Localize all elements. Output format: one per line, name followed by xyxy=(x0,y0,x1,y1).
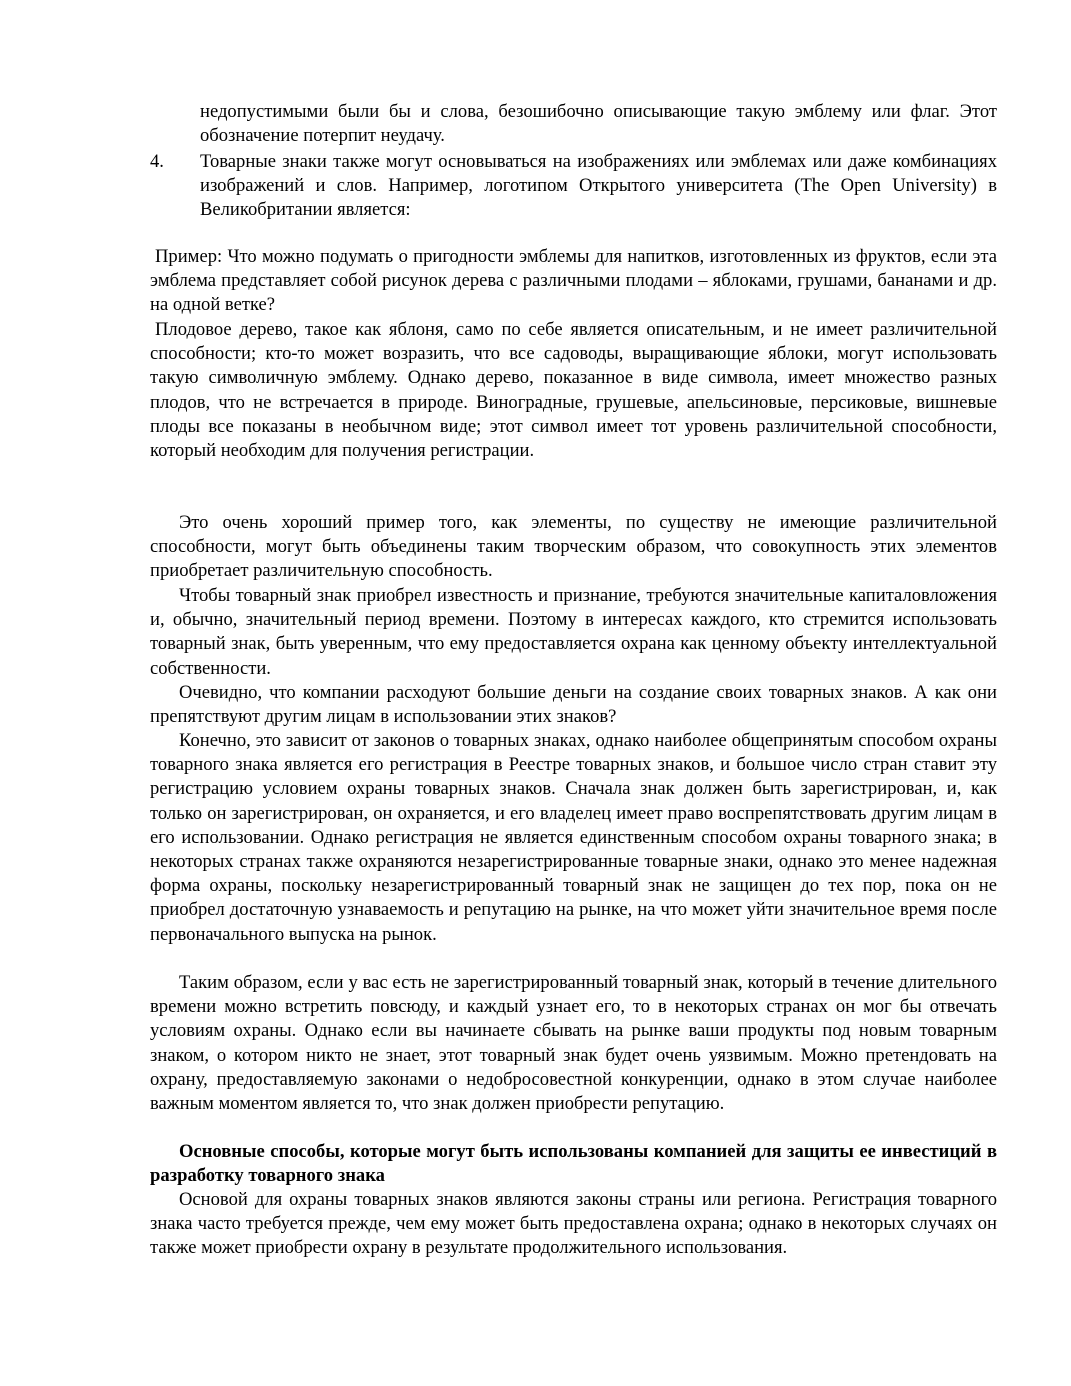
example-answer: Плодовое дерево, такое как яблоня, само по себе является описательным, и не имеет различительной способности; кто-то может возразить, что все садоводы, выращивающие яблоки, могут использовать такую символичную эмблему. Однако дерево, показанное в виде символа, имеет множество разных плодов, что не встречается в природе. Виноградные, грушевые, апельсиновые, персиковые, вишневые плоды все показаны в необычном виде; этот символ имеет тот уровень различительной способности, который необходим для получения регистрации. xyxy=(150,319,997,462)
paragraph-1: Это очень хороший пример того, как элементы, по существу не имеющие различительной способности, могут быть объединены таким творческим образом, что совокупность этих элементов приобретает различительную способность. xyxy=(150,512,997,582)
paragraph-2: Чтобы товарный знак приобрел известность и признание, требуются значительные капиталовложения и, обычно, значительный период времени. Поэтому в интересах каждого, кто стремится использовать товарный знак, быть уверенным, что ему предоставляется охрана как ценному объекту интеллектуальной собственности. xyxy=(150,585,997,679)
paragraph-6: Основой для охраны товарных знаков являются законы страны или региона. Регистрация товарного знака часто требуется прежде, чем ему может быть предоставлена охрана; однако в некоторых случаях он также может приобрести охрану в результате продолжительного использования. xyxy=(150,1189,997,1259)
section-heading: Основные способы, которые могут быть использованы компанией для защиты ее инвестиций в разработку товарного знака xyxy=(150,1141,997,1187)
paragraph-5: Таким образом, если у вас есть не зарегистрированный товарный знак, который в течение длительного времени можно встретить повсюду, и каждый узнает его, то в некоторых странах он мог бы отвечать условиям охраны. Однако если вы начинаете сбывать на рынке ваши продукты под новым товарным знаком, о котором никто не знает, этот товарный знак будет очень уязвимым. Можно претендовать на охрану, предоставляемую законами о недобросовестной конкуренции, однако в этом случае наиболее важным моментом является то, что знак должен приобрести репутацию. xyxy=(150,972,997,1115)
list-item-4-text: Товарные знаки также могут основываться на изображениях или эмблемах или даже комбинациях изображений и слов. Например, логотипом Открытого университета (The Open University) в Великобритании является: xyxy=(200,151,997,221)
list-item-continuation: недопустимыми были бы и слова, безошибочно описывающие такую эмблему или флаг. Этот обозначение потерпит неудачу. xyxy=(200,101,997,147)
example-question: Пример: Что можно подумать о пригодности эмблемы для напитков, изготовленных из фруктов, если эта эмблема представляет собой рисунок дерева с различными плодами – яблоками, грушами, бананами и др. на одной ветке? xyxy=(150,246,997,316)
list-item-number: 4. xyxy=(150,151,164,172)
paragraph-3: Очевидно, что компании расходуют большие деньги на создание своих товарных знаков. А как они препятствуют другим лицам в использовании этих знаков? xyxy=(150,682,997,728)
paragraph-4: Конечно, это зависит от законов о товарных знаках, однако наиболее общепринятым способом охраны товарного знака является его регистрация в Реестре товарных знаков, и большое число стран ставит эту регистрацию условием охраны товарных знаков. Сначала знак должен быть зарегистрирован, и, как только он зарегистрирован, он охраняется, и его владелец имеет право воспрепятствовать другим лицам в его использовании. Однако регистрация не является единственным способом охраны товарного знака; в некоторых странах также охраняются незарегистрированные товарные знаки, однако это менее надежная форма охраны, поскольку незарегистрированный товарный знак не защищен до тех пор, пока он не приобрел достаточную узнаваемость и репутацию на рынке, на что может уйти значительное время после первоначального выпуска на рынок. xyxy=(150,730,997,945)
